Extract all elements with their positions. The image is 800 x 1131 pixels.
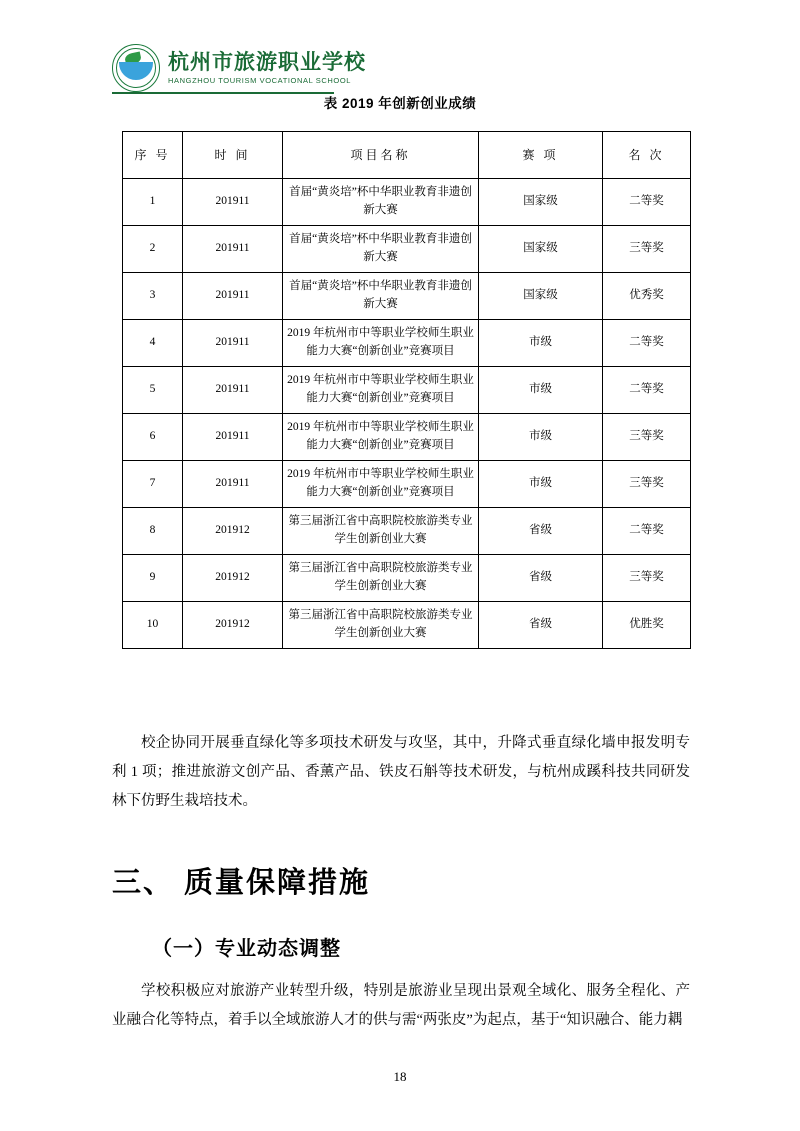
cell-type: 省级 (479, 555, 603, 602)
cell-type: 国家级 (479, 179, 603, 226)
cell-time: 201911 (183, 273, 283, 320)
cell-rank: 三等奖 (603, 414, 691, 461)
cell-rank: 二等奖 (603, 367, 691, 414)
cell-rank: 优胜奖 (603, 602, 691, 649)
grades-table (122, 131, 691, 649)
table-row (123, 555, 691, 602)
cell-type: 省级 (479, 602, 603, 649)
table-row (123, 414, 691, 461)
table-row (123, 273, 691, 320)
cell-name: 第三届浙江省中高职院校旅游类专业学生创新创业大赛 (283, 602, 479, 649)
table-row (123, 367, 691, 414)
cell-name: 第三届浙江省中高职院校旅游类专业学生创新创业大赛 (283, 555, 479, 602)
cell-type: 市级 (479, 461, 603, 508)
cell-time: 201911 (183, 179, 283, 226)
cell-name: 首届“黄炎培”杯中华职业教育非遗创新大赛 (283, 273, 479, 320)
cell-name: 首届“黄炎培”杯中华职业教育非遗创新大赛 (283, 226, 479, 273)
cell-time: 201911 (183, 320, 283, 367)
cell-type: 市级 (479, 320, 603, 367)
table-row (123, 602, 691, 649)
cell-name: 首届“黄炎培”杯中华职业教育非遗创新大赛 (283, 179, 479, 226)
column-header-time: 时 间 (183, 132, 283, 179)
cell-type: 市级 (479, 367, 603, 414)
cell-no: 8 (123, 508, 183, 555)
table-row (123, 320, 691, 367)
cell-name: 2019 年杭州市中等职业学校师生职业能力大赛“创新创业”竞赛项目 (283, 461, 479, 508)
cell-type: 国家级 (479, 273, 603, 320)
cell-type: 市级 (479, 414, 603, 461)
cell-no: 1 (123, 179, 183, 226)
school-emblem-icon (112, 44, 160, 92)
cell-rank: 二等奖 (603, 320, 691, 367)
cell-time: 201911 (183, 414, 283, 461)
cell-time: 201912 (183, 602, 283, 649)
subsection-heading-one: （一）专业动态调整 (152, 937, 341, 960)
column-header-no: 序 号 (123, 132, 183, 179)
table-caption: 表 2019 年创新创业成绩 (323, 96, 477, 111)
table-header-row (123, 132, 691, 179)
school-logo (112, 44, 366, 92)
page-number: 18 (393, 1069, 407, 1084)
table-row (123, 461, 691, 508)
cell-time: 201912 (183, 508, 283, 555)
column-header-type: 赛 项 (479, 132, 603, 179)
cell-rank: 二等奖 (603, 179, 691, 226)
cell-name: 2019 年杭州市中等职业学校师生职业能力大赛“创新创业”竞赛项目 (283, 414, 479, 461)
table-row (123, 226, 691, 273)
cell-rank: 三等奖 (603, 555, 691, 602)
cell-no: 3 (123, 273, 183, 320)
cell-rank: 三等奖 (603, 461, 691, 508)
cell-name: 2019 年杭州市中等职业学校师生职业能力大赛“创新创业”竞赛项目 (283, 320, 479, 367)
cell-no: 9 (123, 555, 183, 602)
school-name-en: HANGZHOU TOURISM VOCATIONAL SCHOOL (168, 76, 352, 86)
cell-time: 201912 (183, 555, 283, 602)
cell-time: 201911 (183, 367, 283, 414)
section-heading-three: 三、 质量保障措施 (112, 867, 371, 900)
column-header-name: 项目名称 (283, 132, 479, 179)
table-row (123, 508, 691, 555)
cell-no: 7 (123, 461, 183, 508)
cell-name: 第三届浙江省中高职院校旅游类专业学生创新创业大赛 (283, 508, 479, 555)
school-name-cn: 杭州市旅游职业学校 (168, 49, 366, 74)
cell-time: 201911 (183, 461, 283, 508)
cell-rank: 优秀奖 (603, 273, 691, 320)
cell-name: 2019 年杭州市中等职业学校师生职业能力大赛“创新创业”竞赛项目 (283, 367, 479, 414)
paragraph-after-table: 校企协同开展垂直绿化等多项技术研发与攻坚，其中，升降式垂直绿化墙申报发明专利 1 项；推进旅游文创产品、香薰产品、铁皮石斛等技术研发，与杭州成蹊科技共同研发林下仿野生栽培技术。 (112, 734, 690, 809)
cell-no: 10 (123, 602, 183, 649)
column-header-rank: 名 次 (603, 132, 691, 179)
cell-no: 4 (123, 320, 183, 367)
table-row (123, 179, 691, 226)
cell-rank: 三等奖 (603, 226, 691, 273)
cell-type: 省级 (479, 508, 603, 555)
paragraph-subsection-body: 学校积极应对旅游产业转型升级，特别是旅游业呈现出景观全域化、服务全程化、产业融合化等特点，着手以全域旅游人才的供与需“两张皮”为起点，基于“知识融合、能力耦 (112, 982, 690, 1028)
cell-no: 5 (123, 367, 183, 414)
cell-no: 6 (123, 414, 183, 461)
cell-rank: 二等奖 (603, 508, 691, 555)
cell-time: 201911 (183, 226, 283, 273)
cell-no: 2 (123, 226, 183, 273)
cell-type: 国家级 (479, 226, 603, 273)
